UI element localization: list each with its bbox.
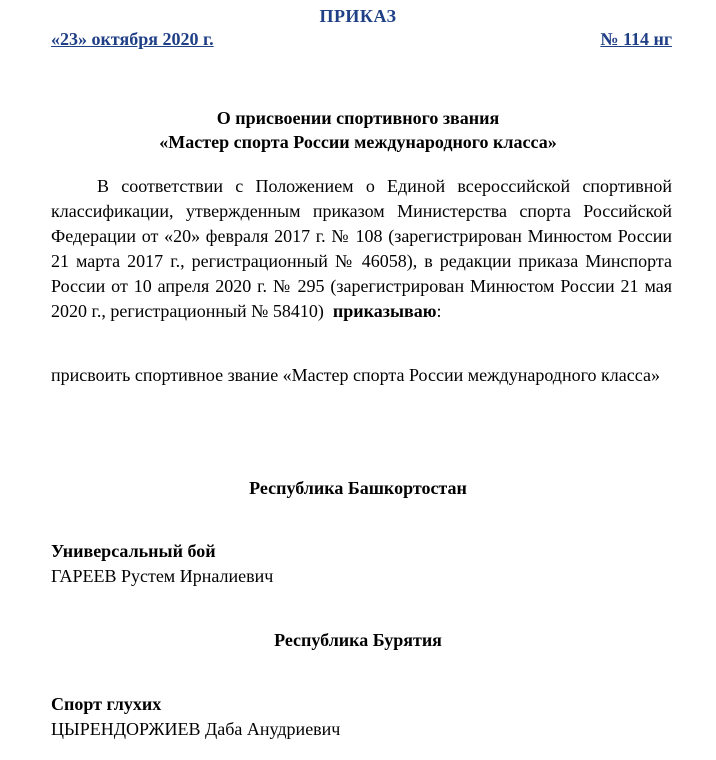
order-number: № 114 нг	[600, 29, 672, 49]
order-word: приказываю	[332, 301, 437, 321]
preamble-text: В соответствии с Положением о Единой всероссийской спортивной классификации, утвержденным приказом Министерства спорта Российской Федерации от «20» февраля 2017 г. № 108 (зарегистрирован Минюстом России 21 марта 2017 г., регистрационный № 46058), в редакции приказа Минспорта России от 10 апреля 2020 г. № 295 (зарегистрирован Минюстом России 21 мая 2020 г., регистрационный № 58410)	[51, 176, 672, 321]
preamble-paragraph	[51, 174, 672, 324]
subject-line-2: «Мастер спорта России международного класса»	[159, 132, 557, 152]
document-title: ПРИКАЗ	[319, 6, 397, 26]
order-colon: :	[436, 301, 442, 321]
region-heading: Республика Бурятия	[274, 630, 442, 650]
sport-discipline: Универсальный бой	[51, 541, 216, 561]
order-date: «23» октября 2020 г.	[51, 29, 214, 49]
order-subject	[0, 106, 716, 154]
athlete-name: ЦЫРЕНДОРЖИЕВ Даба Анудриевич	[51, 719, 341, 739]
subject-line-1: О присвоении спортивного звания	[216, 108, 500, 128]
document-header-row	[51, 29, 672, 50]
region-heading: Республика Башкортостан	[249, 478, 467, 498]
resolution-paragraph: присвоить спортивное звание «Мастер спорта России международного класса»	[51, 365, 660, 385]
athlete-name: ГАРЕЕВ Рустем Ирналиевич	[51, 566, 274, 586]
sport-discipline: Спорт глухих	[51, 694, 162, 714]
